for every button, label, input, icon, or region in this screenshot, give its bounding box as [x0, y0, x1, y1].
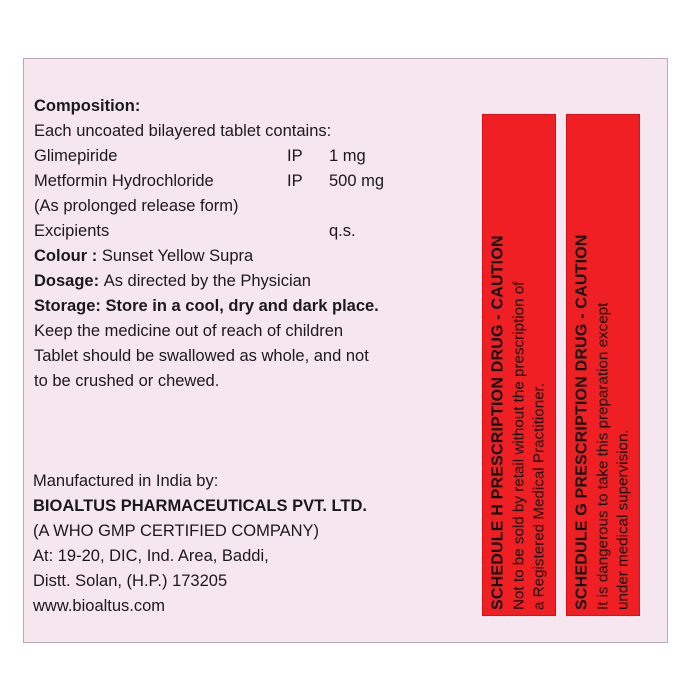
schedule-g-title: SCHEDULE G PRESCRIPTION DRUG - CAUTION: [573, 234, 591, 610]
ingredient-row: [34, 144, 474, 169]
storage-value: Store in a cool, dry and dark place.: [105, 297, 379, 315]
manufacturer-address-1: At: 19-20, DIC, Ind. Area, Baddi,: [33, 547, 269, 565]
schedule-g-line-1: It is dangerous to take this preparation except: [593, 302, 611, 610]
release-note: (As prolonged release form): [34, 197, 239, 215]
composition-heading: Composition:: [34, 97, 141, 115]
storage-row: [34, 294, 474, 319]
colour-value: Sunset Yellow Supra: [101, 247, 254, 265]
dosage-label: Dosage:: [34, 272, 104, 290]
manufacturer-certification: (A WHO GMP CERTIFIED COMPANY): [33, 522, 320, 540]
ingredient-row: [34, 169, 474, 194]
dosage-row: [34, 269, 474, 294]
excipients-name: Excipients: [34, 222, 110, 240]
schedule-h-title: SCHEDULE H PRESCRIPTION DRUG - CAUTION: [489, 235, 507, 610]
colour-label: Colour :: [34, 247, 102, 265]
manufacturer-section: [33, 469, 367, 619]
schedule-h-caution-text: [488, 120, 550, 610]
manufacturer-address-2: Distt. Solan, (H.P.) 173205: [33, 572, 228, 590]
schedule-h-line-2: a Registered Medical Practitioner.: [530, 382, 548, 610]
storage-label: Storage:: [34, 297, 106, 315]
excipients-amount: q.s.: [329, 222, 356, 240]
ingredient-name: Glimepiride: [34, 147, 118, 165]
schedule-g-caution-text: [572, 120, 634, 610]
ingredient-amount: 1 mg: [329, 147, 366, 165]
ingredient-amount: 500 mg: [329, 172, 385, 190]
excipients-row: [34, 219, 474, 244]
manufacturer-website: www.bioaltus.com: [33, 597, 166, 615]
schedule-g-line-2: under medical supervision.: [614, 429, 632, 610]
composition-intro: Each uncoated bilayered tablet contains:: [34, 122, 332, 140]
schedule-g-caution-box: [566, 114, 640, 616]
swallow-line-2: to be crushed or chewed.: [34, 372, 220, 390]
manufacturer-company: BIOALTUS PHARMACEUTICALS PVT. LTD.: [33, 497, 367, 515]
manufacturer-intro: Manufactured in India by:: [33, 472, 219, 490]
composition-section: [34, 94, 474, 394]
label-panel: [23, 58, 668, 643]
schedule-h-line-1: Not to be sold by retail without the prescription of: [509, 281, 527, 610]
swallow-line-1: Tablet should be swallowed as whole, and not: [34, 347, 369, 365]
ingredient-name: Metformin Hydrochloride: [34, 172, 214, 190]
ingredient-grade: IP: [287, 147, 303, 165]
colour-row: [34, 244, 474, 269]
schedule-h-caution-box: [482, 114, 556, 616]
dosage-value: As directed by the Physician: [103, 272, 311, 290]
children-warning: Keep the medicine out of reach of children: [34, 322, 344, 340]
ingredient-grade: IP: [287, 172, 303, 190]
